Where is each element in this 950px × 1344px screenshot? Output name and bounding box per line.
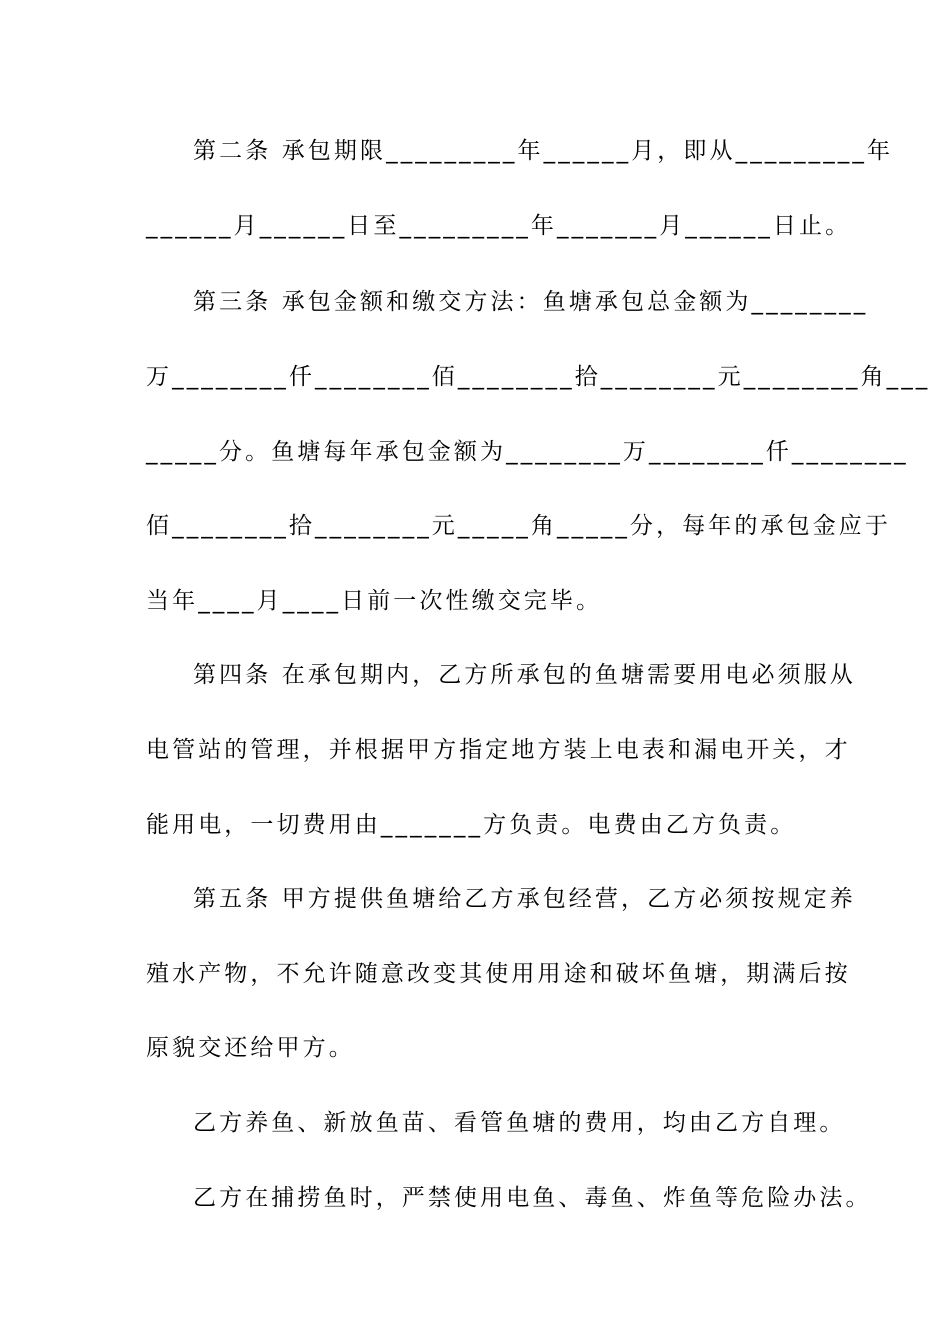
article-3-line-1: 第三条 承包金额和缴交方法：鱼塘承包总金额为________	[193, 289, 869, 315]
article-5-line-3: 原貌交还给甲方。	[146, 1035, 355, 1061]
article-4-line-1: 第四条 在承包期内，乙方所承包的鱼塘需要用电必须服从	[193, 662, 856, 688]
article-4-line-3: 能用电，一切费用由_______方负责。电费由乙方负责。	[146, 812, 797, 838]
article-4-line-2: 电管站的管理，并根据甲方指定地方装上电表和漏电开关，才	[146, 737, 851, 763]
article-2-line-2: ______月______日至_________年_______月______日止。	[146, 213, 852, 239]
article-3-line-2: 万________仟________佰________拾________元________角___	[146, 364, 931, 390]
article-2-line-1: 第二条 承包期限_________年______月，即从_________年	[193, 138, 894, 164]
article-3-line-3: _____分。鱼塘每年承包金额为________万________仟________	[146, 439, 909, 465]
article-3-line-5: 当年____月____日前一次性缴交完毕。	[146, 588, 603, 614]
clause-fish-costs: 乙方养鱼、新放鱼苗、看管鱼塘的费用，均由乙方自理。	[193, 1110, 846, 1136]
article-5-line-1: 第五条 甲方提供鱼塘给乙方承包经营，乙方必须按规定养	[193, 886, 856, 912]
clause-fishing-prohibition: 乙方在捕捞鱼时，严禁使用电鱼、毒鱼、炸鱼等危险办法。	[193, 1185, 872, 1211]
article-3-line-4: 佰________拾________元_____角_____分，每年的承包金应于	[146, 513, 891, 539]
article-5-line-2: 殖水产物，不允许随意改变其使用用途和破坏鱼塘，期满后按	[146, 961, 851, 987]
